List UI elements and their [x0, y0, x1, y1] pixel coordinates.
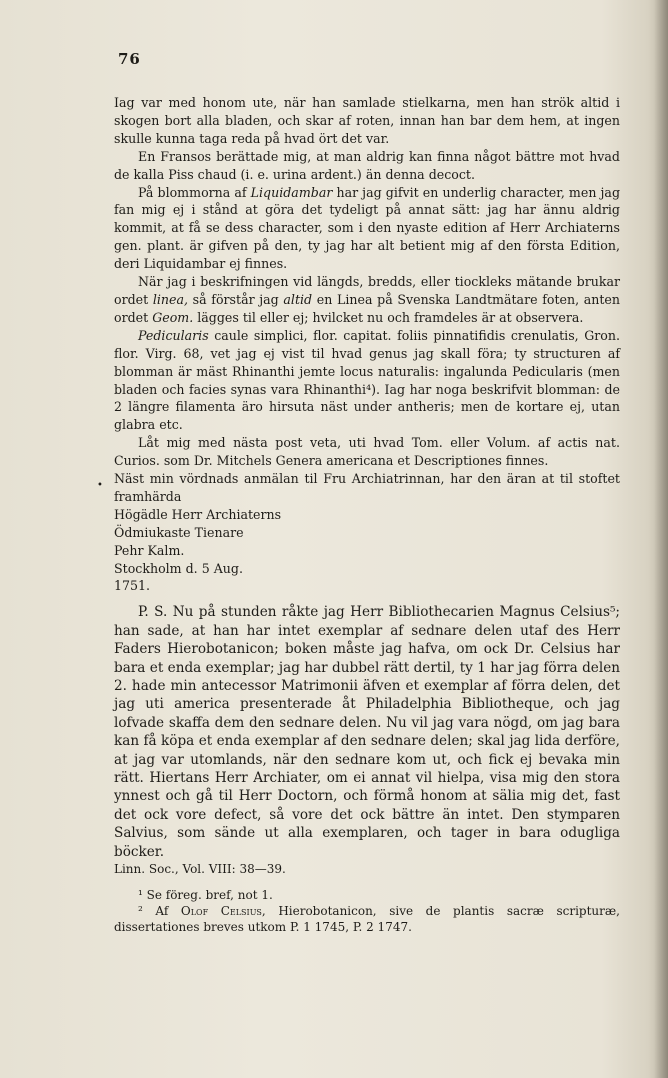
paragraph-3: På blommorna af Liquidambar har jag gifvit en underlig character, men jag fan mig ej i stånd at göra det tydeligt på annat sätt: jag har ännu aldrig kommit, at få se dess character, som i den nyaste edition af Herr Archiaterns gen. plant. är gifven på den, ty jag har alt betient mig af den första Edition, deri Liquidambar ej finnes.	[114, 184, 621, 272]
italic-term: Liquidambar	[250, 184, 333, 200]
paragraph-5: Pedicularis caule simplici, flor. capitat. foliis pinnatifidis crenulatis, Gron. flor. Virg. 68, vet jag ej vist til hvad genus jag skall föra; ty structuren af blomman är mäst Rhinanthi jemte locus naturalis: ingalunda Pedicularis (men bladen och facies synas vara Rhinanthi⁴). Iag har noga beskrifvit blomman: de 2 längre filamenta äro hirsuta näst under antheris; men de kortare ej, utan glabra etc.	[114, 327, 620, 433]
postscript: P. S. Nu på stunden råkte jag Herr Bibliothecarien Magnus Celsius⁵; han sade, at han har intet exemplar af sednare delen utaf des Herr Faders Hierobotanicon; boken måste jag hafva, om ock Dr. Celsius har bara et enda exemplar; jag har dubbel rätt dertil, ty 1 har jag förra delen 2. hade min antecessor Matrimonii äfven et exemplar af förra delen, det jag uti america presenterade åt Philadelphia Bibliotheque, och jag lofvade skaffa dem den sednare delen. Nu vil jag vara nögd, om jag bara kan få köpa et enda exemplar af den sednare delen; skal jag lida derföre, at jag var utomlands, när den sednare kom ut, och fick ej bevaka min rätt. Hiertans Herr Archiater, om ei annat vil hielpa, visa mig den stora ynnest och gå til Herr Doctorn, och förmå honom at sälia mig det, fast det ock vore defect, så vore det ock bättre än intet. Den stymparen Salvius, som sände ut alla exemplaren, och tager in bara odugliga böcker.	[114, 604, 620, 860]
year: 1751.	[114, 578, 151, 594]
signature: Pehr Kalm.	[114, 542, 185, 558]
margin-mark: •	[97, 480, 103, 491]
footnote-2: ² Af Olof Celsius, Hierobotanicon, sive de plantis sacræ scripturæ, dissertationes breves utkom P. 1 1745, P. 2 1747.	[114, 903, 620, 934]
italic-term: Pedicularis	[138, 327, 209, 343]
paragraph-7: Näst min vördnads anmälan til Fru Archiatrinnan, har den äran at til stoftet framhärda	[114, 471, 620, 504]
place-date: Stockholm d. 5 Aug.	[114, 560, 243, 576]
paragraph-6: Låt mig med nästa post veta, uti hvad Tom. eller Volum. af actis nat. Curios. som Dr. Mitchels Genera americana et Descriptiones finnes.	[114, 435, 620, 469]
footnote-1: ¹ Se föreg. bref, not 1.	[138, 887, 273, 902]
closing-salutation: Högädle Herr Archiaterns	[114, 506, 282, 522]
paragraph-4: När jag i beskrifningen vid längds, bredds, eller tiockleks mätande brukar ordet linea, så förstår jag altid en Linea på Svenska Landtmätare foten, anten ordet Geom. lägges til eller ej; hvilcket nu och framdeles är at observera.	[114, 274, 620, 325]
page-number: 76	[118, 50, 141, 68]
closing-servant: Ödmiukaste Tienare	[114, 524, 244, 540]
paragraph-2: En Fransos berättade mig, at man aldrig kan finna något bättre mot hvad de kalla Piss chaud (i. e. urina ardent.) än denna decoct.	[114, 148, 620, 182]
source-reference: Linn. Soc., Vol. VIII: 38—39.	[114, 862, 286, 877]
letter-body	[114, 94, 620, 935]
footnotes	[114, 887, 620, 935]
paragraph-1: Iag var med honom ute, när han samlade stielkarna, men han strök altid i skogen bort alla bladen, och skar af roten, innan han bar dem hem, at ingen skulle kunna taga reda på hvad ört det var.	[114, 95, 620, 146]
page-edge-shadow	[654, 0, 668, 1078]
